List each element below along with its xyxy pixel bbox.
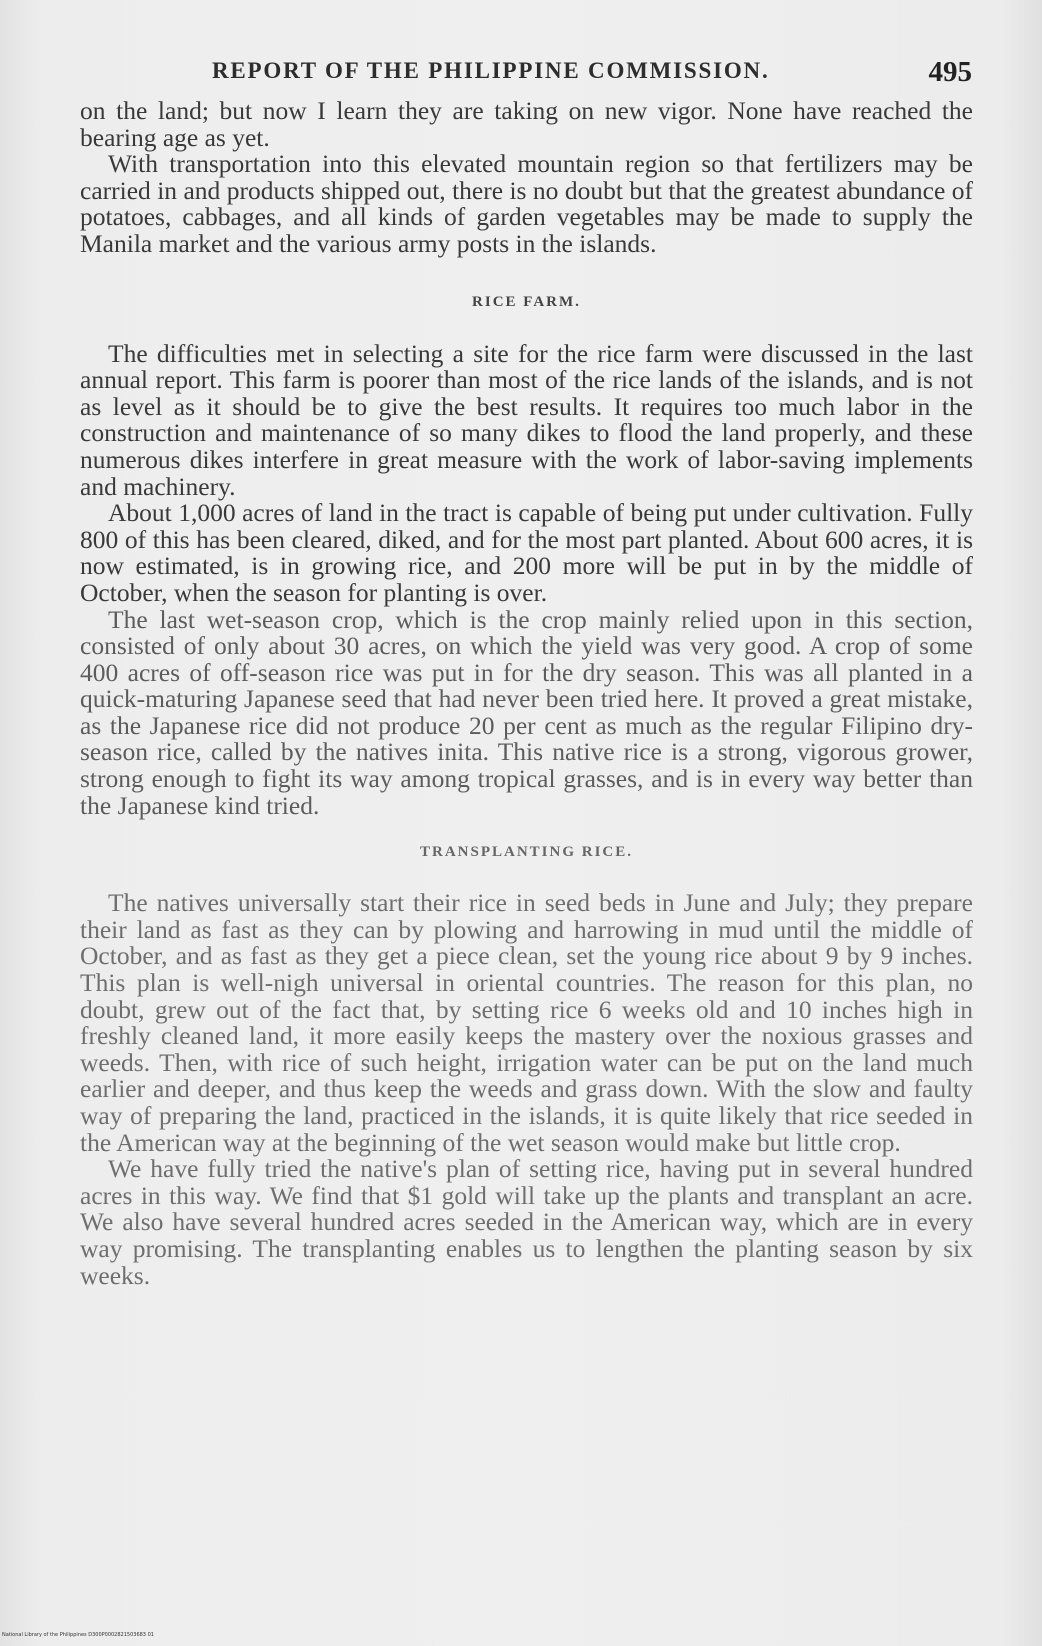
paragraph-difficulties: The difficulties met in selecting a site for the rice farm were discussed in the last annual report. This farm is poorer than most of the rice lands of the islands, and is not as level as it should be to give the best results. It requires too much labor in the construction and maintenance of so many dikes to flood the land properly, and these numerous dikes interfere in great measure with the work of labor-saving implements and machinery.: [80, 338, 973, 501]
paragraph-continued: on the land; but now I learn they are taking on new vigor. None have reached the bearing age as yet.: [80, 96, 973, 152]
page-number: 495: [928, 56, 972, 88]
archive-stamp: National Library of the Philippines D300P0002821503683 01: [2, 1632, 154, 1638]
page-header: [82, 58, 972, 98]
running-head: REPORT OF THE PHILIPPINE COMMISSION.: [212, 58, 770, 83]
paragraph-wet-season-crop: The last wet-season crop, which is the crop mainly relied upon in this section, consisted of only about 30 acres, on which the yield was very good. A crop of some 400 acres of off-season rice was put in for the dry season. This was all planted in a quick-maturing Japanese seed that had never been tried here. It proved a great mistake, as the Japanese rice did not produce 20 per cent as much as the regular Filipino dry-season rice, called by the natives inita. This native rice is a strong, vigorous grower, strong enough to fight its way among tropical grasses, and is in every way better than the Japanese kind tried.: [80, 604, 973, 820]
paragraph-trial-results: We have fully tried the native's plan of setting rice, having put in several hundred acres in this way. We find that $1 gold will take up the plants and transplant an acre. We also have several hundred acres seeded in the American way, which are in every way promising. The transplanting enables us to lengthen the planting season by six weeks.: [80, 1154, 973, 1290]
section-heading-rice-farm: RICE FARM.: [472, 293, 581, 310]
section-heading-transplanting-rice: TRANSPLANTING RICE.: [419, 844, 634, 861]
paragraph-native-method: The natives universally start their rice in seed beds in June and July; they prepare their land as fast as they can by plowing and harrowing in mud until the middle of October, and as fast as they get a piece clean, set the young rice about 9 by 9 inches. This plan is well-nigh universal in oriental countries. The reason for this plan, no doubt, grew out of the fact that, by setting rice 6 weeks old and 10 inches high in freshly cleaned land, it more easily keeps the mastery over the noxious grasses and weeds. Then, with rice of such height, irrigation water can be put on the land much earlier and deeper, and thus keep the weeds and grass down. With the slow and faulty way of preparing the land, practiced in the islands, it is quite likely that rice seeded in the American way at the beginning of the wet season would make but little crop.: [80, 888, 973, 1157]
paragraph-transportation: With transportation into this elevated mountain region so that fertilizers may be carried in and products shipped out, there is no doubt but that the greatest abundance of potatoes, cabbages, and all kinds of garden vegetables may be made to supply the Manila market and the various army posts in the islands.: [80, 149, 973, 258]
body-text: [80, 98, 973, 1289]
paragraph-acreage: About 1,000 acres of land in the tract is capable of being put under cultivation. Fully 800 of this has been cleared, diked, and for the most part planted. About 600 acres, it is now estimated, is in growing rice, and 200 more will be put in by the middle of October, when the season for planting is over.: [80, 498, 973, 607]
